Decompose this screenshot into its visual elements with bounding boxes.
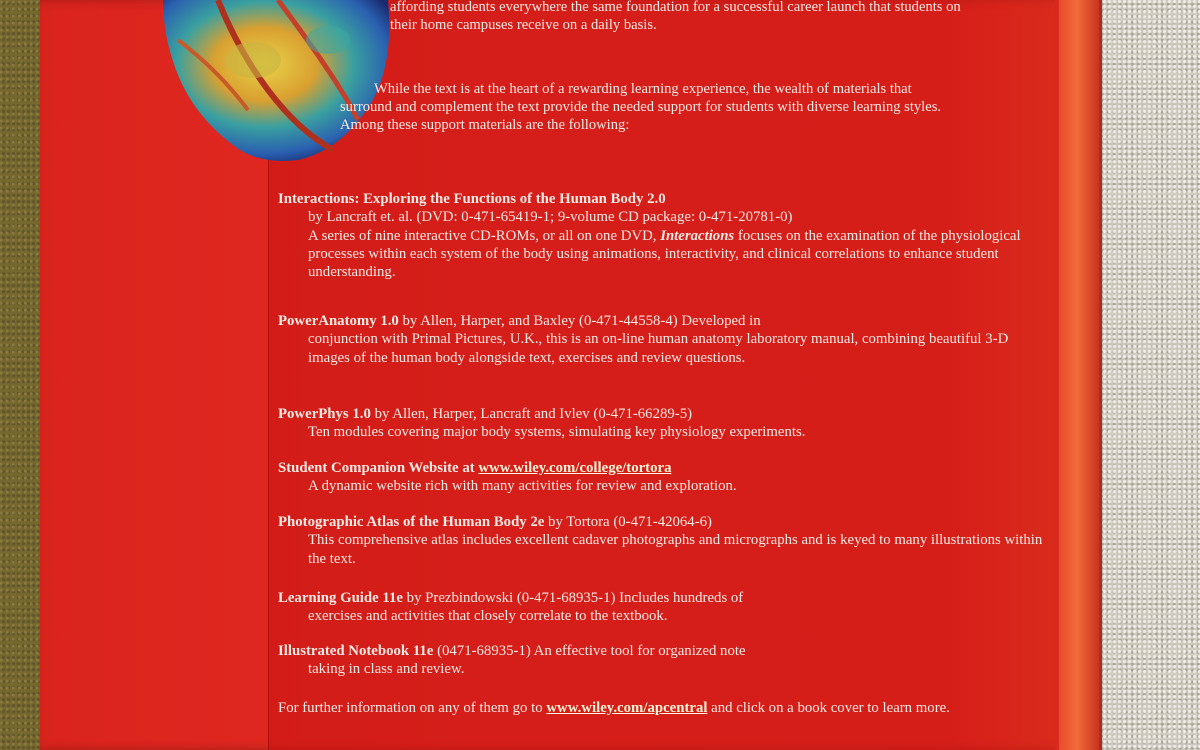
entry-desc: conjunction with Primal Pictures, U.K., this is an on-line human anatomy laboratory manual, combining beautiful 3-D images of the human body alongside text, exercises and review questions. (308, 331, 1009, 366)
entry-poweranatomy (278, 312, 1048, 367)
intro-paragraph-2: While the text is at the heart of a rewarding learning experience, the wealth of materials that surround and complement the text provide the needed support for students with diverse learning styles. Among these support materials are the following: (340, 81, 942, 134)
entry-authors: by Lancraft et. al. (DVD: 0-471-65419-1; 9-volume CD package: 0-471-20781-0) (308, 209, 793, 226)
entry-desc: taking in class and review. (308, 661, 465, 678)
entry-interactions (278, 190, 1048, 281)
entry-illustrated-notebook (278, 642, 1048, 679)
apcentral-link[interactable]: www.wiley.com/apcentral (546, 700, 708, 716)
entry-inline: by Prezbindowski (0-471-68935-1) Includes hundreds of (402, 590, 744, 606)
entry-inline: by Allen, Harper, and Baxley (0-471-44558-4) Developed in (398, 313, 761, 329)
entry-title: Learning Guide 11e (278, 590, 403, 606)
entry-desc: A dynamic website rich with many activities for review and exploration. (308, 478, 737, 495)
intro-paragraph-1: affording students everywhere the same foundation for a successful career launch that students on their home campuses receive on a daily basis. (390, 0, 961, 34)
footer-text: For further information on any of them go to (278, 700, 547, 716)
entry-powerphys (278, 405, 1048, 442)
entry-title: PowerPhys 1.0 (278, 406, 371, 422)
entry-desc-emphasis: Interactions (660, 227, 735, 244)
entry-inline: by Allen, Harper, Lancraft and Ivlev (0-471-66289-5) (370, 406, 693, 422)
entry-desc: A series of nine interactive CD-ROMs, or all on one DVD, (308, 227, 661, 244)
entry-companion-website (278, 459, 1048, 496)
entry-inline: (0471-68935-1) An effective tool for organized note (433, 643, 746, 659)
entry-title: Photographic Atlas of the Human Body 2e (278, 514, 545, 530)
entry-desc: Ten modules covering major body systems, simulating key physiology experiments. (308, 424, 806, 441)
footer-text-end: and click on a book cover to learn more. (707, 700, 950, 716)
carpet-right (1098, 0, 1200, 750)
entry-inline: by Tortora (0-471-42064-6) (544, 514, 712, 530)
entry-desc: This comprehensive atlas includes excellent cadaver photographs and micrographs and is keyed to many illustrations within the text. (308, 532, 1043, 567)
book-edge (1055, 0, 1099, 750)
entry-title: Student Companion Website at (278, 460, 479, 476)
carpet-left (0, 0, 44, 750)
entry-desc: exercises and activities that closely correlate to the textbook. (308, 608, 668, 625)
entry-title: PowerAnatomy 1.0 (278, 313, 399, 329)
footer-note (278, 699, 958, 717)
entry-desc-rest: focuses on the examination of the physiological processes within each system of the body using animations, interactivity, and clinical correlations to enhance student understanding. (308, 227, 1021, 281)
entry-photographic-atlas (278, 513, 1048, 568)
companion-website-link[interactable]: www.wiley.com/college/tortora (478, 460, 672, 476)
entry-title: Interactions: Exploring the Functions of the Human Body 2.0 (278, 191, 666, 207)
entry-learning-guide (278, 589, 1048, 626)
entry-title: Illustrated Notebook 11e (278, 643, 434, 659)
